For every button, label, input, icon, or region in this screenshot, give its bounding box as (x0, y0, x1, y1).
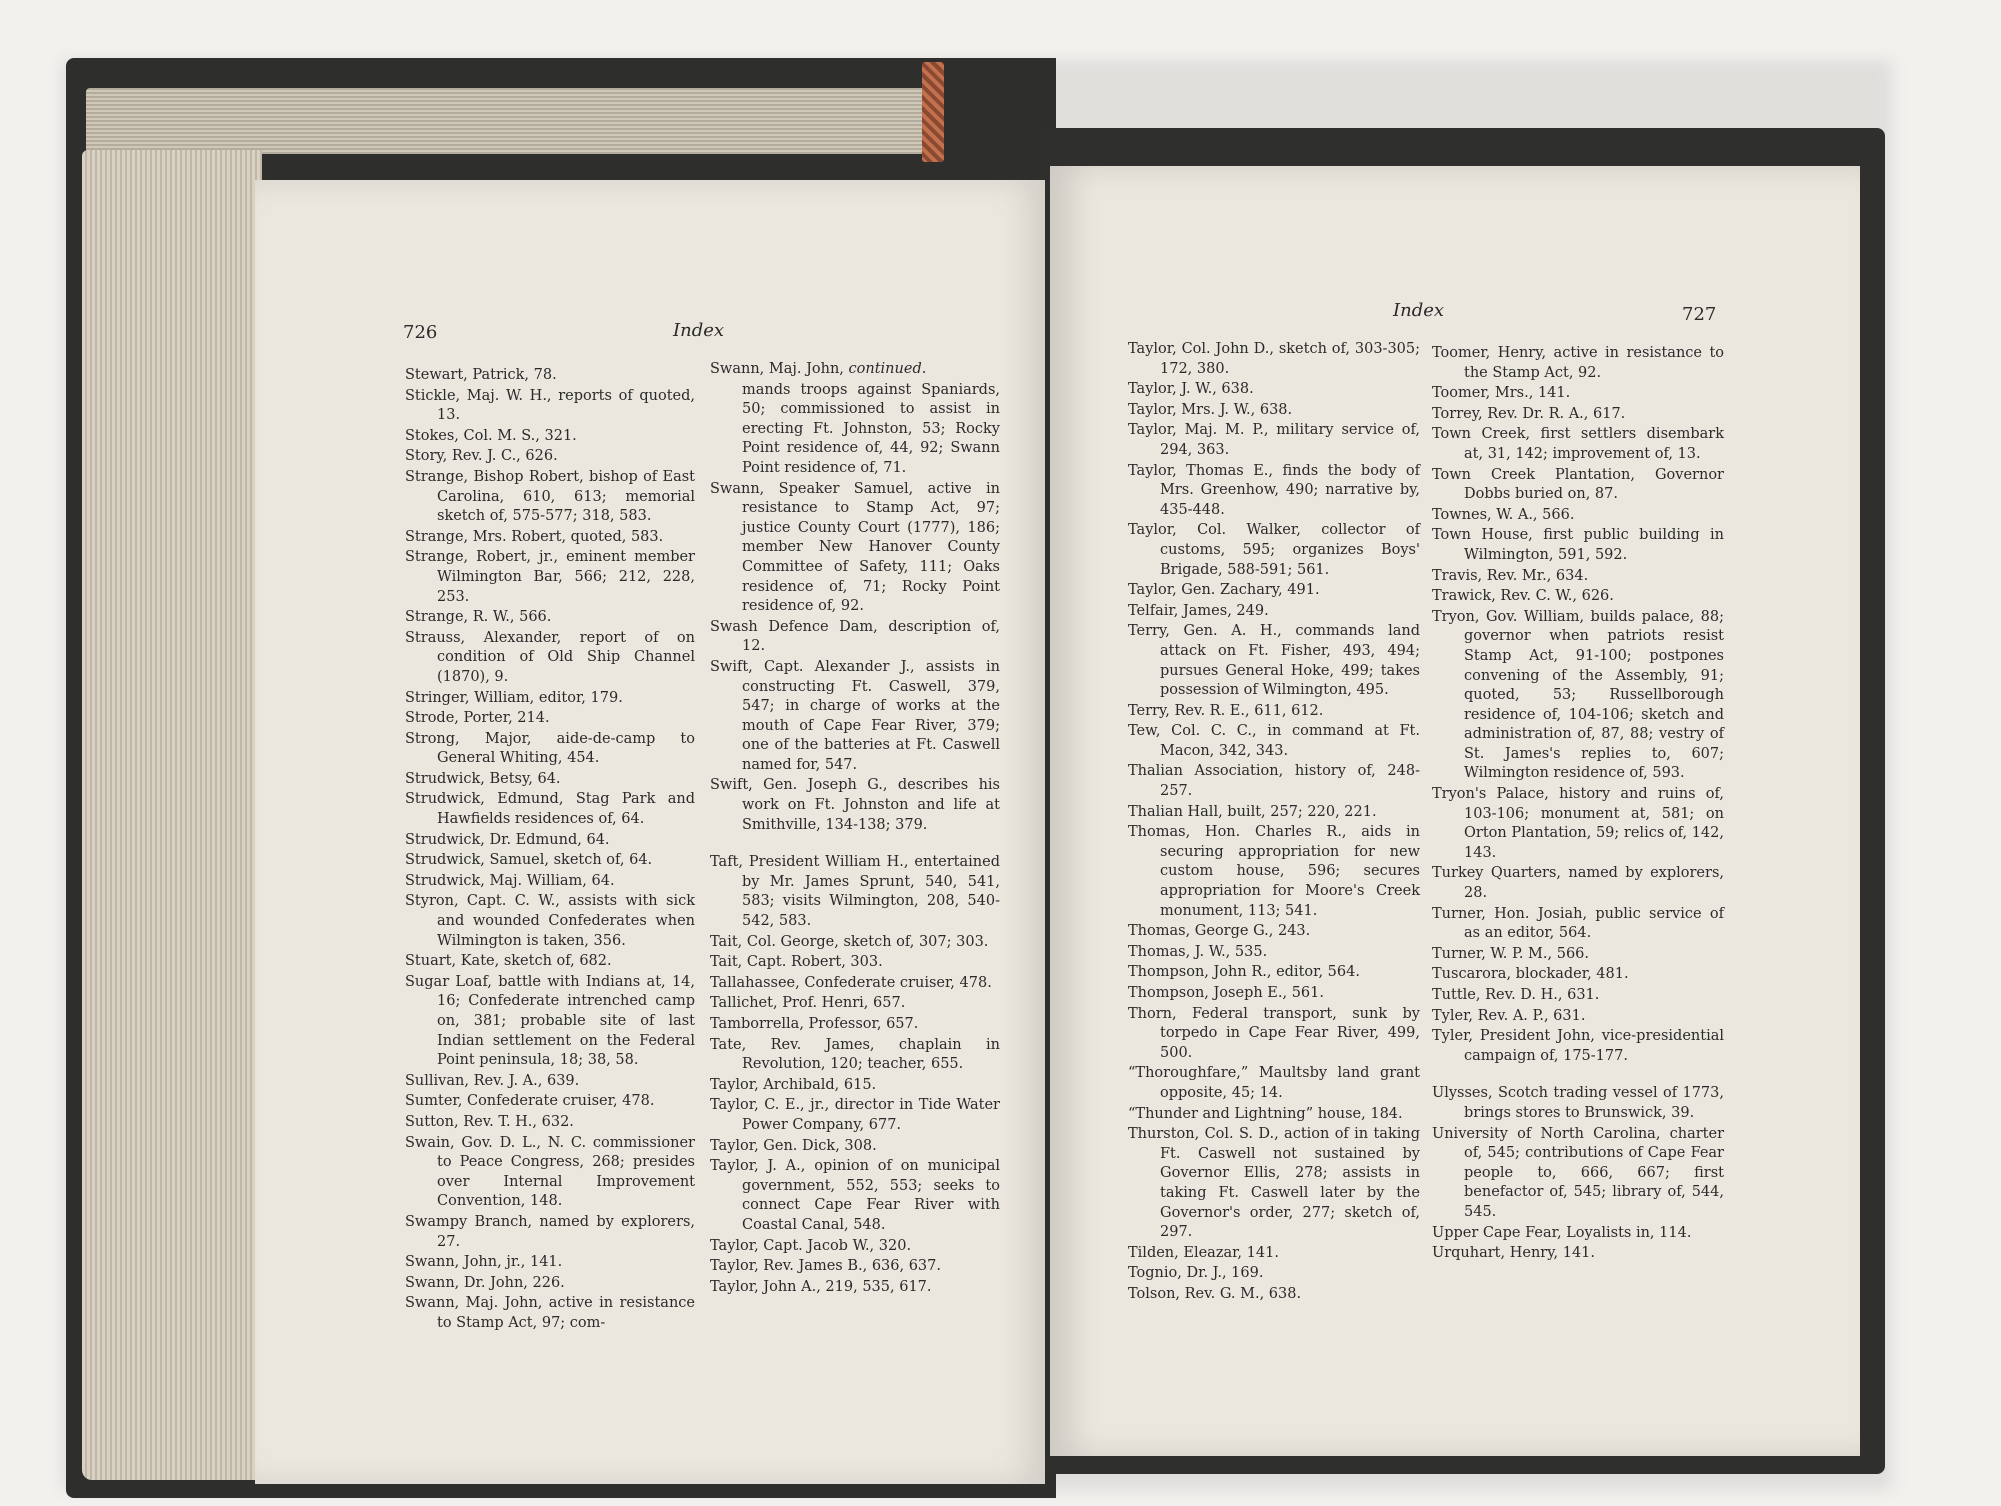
index-entry: Taylor, Thomas E., finds the body of Mrs. Greenhow, 490; narrative by, 435-448. (1128, 462, 1420, 518)
index-entry: Tolson, Rev. G. M., 638. (1128, 1285, 1302, 1302)
page-number: 727 (1682, 304, 1717, 325)
index-entry: Swampy Branch, named by explorers, 27. (405, 1213, 695, 1250)
index-entry: Strudwick, Betsy, 64. (405, 770, 561, 787)
index-entry: Torrey, Rev. Dr. R. A., 617. (1432, 405, 1626, 422)
index-entry: Upper Cape Fear, Loyalists in, 114. (1432, 1224, 1692, 1241)
index-entry: Toomer, Mrs., 141. (1432, 385, 1571, 402)
index-entry: Thurston, Col. S. D., action of in taking Ft. Caswell not sustained by Governor Ellis, 278; assists in taking Ft. Caswell later by the Governor's order, 277; sketch of, 297. (1128, 1126, 1420, 1241)
page-number: 726 (403, 322, 438, 343)
index-entry: Thomas, George G., 243. (1128, 923, 1311, 940)
index-entry: Tamborrella, Professor, 657. (710, 1016, 919, 1032)
index-entry: Town House, first public building in Wilmington, 591, 592. (1432, 527, 1724, 563)
index-entry: Ulysses, Scotch trading vessel of 1773, brings stores to Brunswick, 39. (1432, 1085, 1724, 1121)
index-entry: Swain, Gov. D. L., N. C. commissioner to Peace Congress, 268; presides over Internal Improvement Convention, 148. (405, 1134, 695, 1210)
index-entry: Swift, Gen. Joseph G., describes his work on Ft. Johnston and life at Smithville, 134-138; 379. (710, 777, 1000, 833)
index-entry: Stringer, William, editor, 179. (405, 689, 623, 706)
index-entry: Thalian Association, history of, 248-257. (1128, 763, 1420, 800)
index-entry: Taylor, Col. John D., sketch of, 303-305; 172, 380. (1128, 341, 1420, 377)
index-entry: Taylor, J. A., opinion of on municipal government, 552, 553; seeks to connect Cape Fear River with Coastal Canal, 548. (710, 1158, 1000, 1233)
index-entry: Tait, Capt. Robert, 303. (710, 954, 883, 971)
index-entry: Tyler, President John, vice-presidential campaign of, 175-177. (1432, 1028, 1724, 1064)
index-entry: Taylor, Gen. Zachary, 491. (1128, 582, 1320, 599)
index-entry: Taylor, John A., 219, 535, 617. (710, 1278, 932, 1295)
index-entry: Thompson, John R., editor, 564. (1128, 964, 1360, 981)
index-entry: Thorn, Federal transport, sunk by torpedo in Cape Fear River, 499, 500. (1128, 1005, 1420, 1061)
index-entry: Strange, Robert, jr., eminent member Wilmington Bar, 566; 212, 228, 253. (405, 549, 695, 605)
index-entry: Tew, Col. C. C., in command at Ft. Macon, 342, 343. (1128, 723, 1420, 759)
index-entry: mands troops against Spaniards, 50; commissioned to assist in erecting Ft. Johnston, 53; Rocky Point residence of, 44, 92; Swann Point residence of, 71. (742, 381, 1000, 476)
index-column-right-1 (1128, 340, 1420, 1306)
index-entry: Strudwick, Samuel, sketch of, 64. (405, 852, 653, 869)
index-entry: Turner, Hon. Josiah, public service of as an editor, 564. (1432, 905, 1724, 942)
index-entry: Stuart, Kate, sketch of, 682. (405, 953, 612, 970)
index-entry: Taylor, Mrs. J. W., 638. (1128, 401, 1293, 418)
index-entry: Stickle, Maj. W. H., reports of quoted, 13. (405, 387, 695, 424)
index-entry: Tognio, Dr. J., 169. (1128, 1265, 1264, 1282)
index-entry: Townes, W. A., 566. (1432, 506, 1575, 523)
index-entry: Taylor, Gen. Dick, 308. (710, 1137, 877, 1154)
index-entry: Travis, Rev. Mr., 634. (1432, 567, 1589, 584)
index-entry: Tryon, Gov. William, builds palace, 88; governor when patriots resist Stamp Act, 91-100; postpones convening of the Assembly, 91; quoted, 53; Russellborough residence of, 104-106; sketch and administration of, 87, 88; vestry of St. James's replies to, 607; Wilmington residence of, 593. (1432, 608, 1724, 782)
index-entry: Strode, Porter, 214. (405, 710, 550, 727)
index-entry-continued (710, 360, 1000, 380)
index-entry: Tuscarora, blockader, 481. (1432, 966, 1629, 983)
index-entry: Taylor, Capt. Jacob W., 320. (710, 1237, 912, 1254)
bookmark-ribbon (922, 62, 944, 162)
index-entry: Tyler, Rev. A. P., 631. (1432, 1007, 1586, 1024)
index-entry: Tryon's Palace, history and ruins of, 103-106; monument at, 581; on Orton Plantation, 59; relics of, 142, 143. (1432, 786, 1724, 861)
index-entry: Trawick, Rev. C. W., 626. (1432, 588, 1614, 605)
index-entry: Toomer, Henry, active in resistance to the Stamp Act, 92. (1432, 345, 1724, 381)
index-entry: Sugar Loaf, battle with Indians at, 14, 16; Confederate intrenched camp on, 381; probable site of last Indian settlement on the Federal Point peninsula, 18; 38, 58. (405, 973, 695, 1069)
page-edges-top (86, 88, 931, 154)
right-page (1050, 166, 1860, 1456)
index-entry: Strauss, Alexander, report of on condition of Old Ship Channel (1870), 9. (405, 629, 695, 685)
index-entry: Town Creek, first settlers disembark at, 31, 142; improvement of, 13. (1432, 426, 1724, 462)
index-entry: Sullivan, Rev. J. A., 639. (405, 1072, 580, 1089)
index-column-left-2 (710, 360, 1000, 1298)
index-entry: Strange, R. W., 566. (405, 609, 552, 626)
index-entry: Tilden, Eleazar, 141. (1128, 1244, 1279, 1261)
index-column-right-2 (1432, 344, 1724, 1265)
index-entry: Tallahassee, Confederate cruiser, 478. (710, 974, 992, 991)
index-entry: Stokes, Col. M. S., 321. (405, 427, 577, 444)
left-page (255, 180, 1045, 1484)
index-entry: Swann, Maj. John, active in resistance to Stamp Act, 97; com- (405, 1295, 695, 1331)
index-entry: Stewart, Patrick, 78. (405, 367, 557, 383)
index-entry: Thomas, J. W., 535. (1128, 943, 1268, 960)
index-entry: Terry, Rev. R. E., 611, 612. (1128, 702, 1324, 719)
index-entry: Thalian Hall, built, 257; 220, 221. (1128, 803, 1377, 820)
index-entry: Thomas, Hon. Charles R., aids in securing appropriation for new custom house, 596; secures appropriation for Moore's Creek monument, 113; 541. (1128, 824, 1420, 919)
index-entry: Taylor, C. E., jr., director in Tide Water Power Company, 677. (710, 1097, 1000, 1133)
index-entry: Turkey Quarters, named by explorers, 28. (1432, 865, 1724, 902)
running-head: Index (1393, 300, 1445, 321)
index-entry: Strudwick, Maj. William, 64. (405, 872, 615, 889)
index-entry: Strange, Bishop Robert, bishop of East Carolina, 610, 613; memorial sketch of, 575-577; 318, 583. (405, 468, 695, 525)
index-entry: Sumter, Confederate cruiser, 478. (405, 1093, 655, 1110)
index-entry: Town Creek Plantation, Governor Dobbs buried on, 87. (1432, 466, 1724, 503)
index-entry: “Thoroughfare,” Maultsby land grant opposite, 45; 14. (1128, 1065, 1420, 1101)
index-entry: Taylor, Col. Walker, collector of customs, 595; organizes Boys' Brigade, 588-591; 561. (1128, 522, 1420, 578)
index-entry: Telfair, James, 249. (1128, 602, 1269, 619)
index-entry: University of North Carolina, charter of, 545; contributions of Cape Fear people to, 666, 667; first benefactor of, 545; library of, 544, 545. (1432, 1125, 1724, 1220)
index-entry: Tallichet, Prof. Henri, 657. (710, 995, 906, 1012)
index-column-left-1 (405, 366, 695, 1335)
index-entry: Taylor, J. W., 638. (1128, 381, 1254, 398)
index-entry: Sutton, Rev. T. H., 632. (405, 1113, 574, 1130)
index-entry: Swann, Speaker Samuel, active in resistance to Stamp Act, 97; justice County Court (1777), 186; member New Hanover County Committee of Safety, 111; Oaks residence of, 71; Rocky Point residence of, 92. (710, 480, 1000, 615)
index-entry: Strong, Major, aide-de-camp to General Whiting, 454. (405, 730, 695, 767)
index-entry: Strudwick, Edmund, Stag Park and Hawfields residences of, 64. (405, 791, 695, 828)
index-entry: Urquhart, Henry, 141. (1432, 1245, 1595, 1262)
index-entry: Strange, Mrs. Robert, quoted, 583. (405, 528, 664, 545)
index-entry: Taylor, Archibald, 615. (710, 1076, 877, 1093)
index-entry: Swash Defence Dam, description of, 12. (710, 618, 1000, 655)
index-entry: Story, Rev. J. C., 626. (405, 448, 558, 465)
index-entry: Strudwick, Dr. Edmund, 64. (405, 831, 610, 848)
index-entry: Tuttle, Rev. D. H., 631. (1432, 987, 1600, 1003)
index-entry: Swann, John, jr., 141. (405, 1254, 563, 1271)
index-entry: Swift, Capt. Alexander J., assists in constructing Ft. Caswell, 379, 547; in charge of works at the mouth of Cape Fear River, 379; one of the batteries at Ft. Caswell named for, 547. (710, 658, 1000, 773)
index-entry: Styron, Capt. C. W., assists with sick and wounded Confederates when Wilmington is taken, 356. (405, 893, 695, 949)
page-edges-left (82, 150, 262, 1480)
index-entry: Taft, President William H., entertained by Mr. James Sprunt, 540, 541, 583; visits Wilmington, 208, 540-542, 583. (710, 854, 1000, 930)
entry-heading: Swann, Maj. John, (710, 361, 844, 377)
index-entry: Swann, Dr. John, 226. (405, 1274, 565, 1291)
index-entry: Taylor, Maj. M. P., military service of, 294, 363. (1128, 422, 1420, 458)
continued-label: continued. (848, 361, 927, 377)
index-entry: Terry, Gen. A. H., commands land attack on Ft. Fisher, 493, 494; pursues General Hoke, 499; takes possession of Wilmington, 495. (1128, 623, 1420, 699)
index-entry: Tate, Rev. James, chaplain in Revolution, 120; teacher, 655. (710, 1036, 1000, 1073)
index-entry: Thompson, Joseph E., 561. (1128, 985, 1324, 1001)
index-entry: Turner, W. P. M., 566. (1432, 945, 1590, 962)
index-entry: Taylor, Rev. James B., 636, 637. (710, 1258, 941, 1275)
index-entry: Tait, Col. George, sketch of, 307; 303. (710, 933, 989, 950)
index-entry: “Thunder and Lightning” house, 184. (1128, 1105, 1403, 1122)
running-head: Index (673, 320, 725, 341)
